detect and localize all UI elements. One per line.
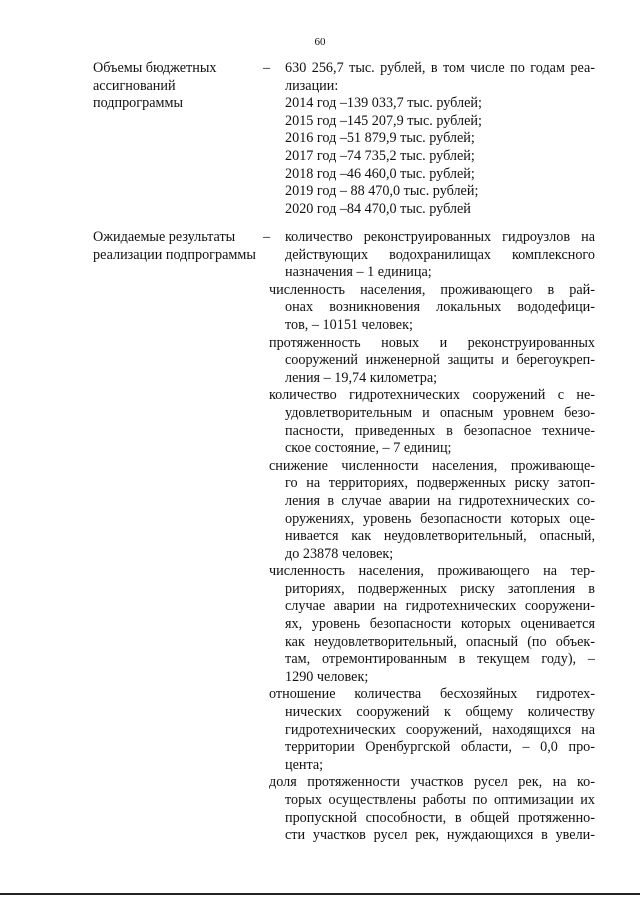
results-text-line: удовлетворительным и опасным уровнем безо-: [285, 404, 595, 421]
results-text-line: ях, уровень безопасности которых оценивается: [285, 616, 595, 633]
budget-content: [285, 60, 595, 218]
results-text-line: нивается как неудовлетворительный, опасный,: [285, 528, 595, 545]
results-dash: –: [263, 229, 271, 245]
results-text-line: там, отремонтированным в текущем году), –: [285, 651, 595, 668]
results-text-line: численность населения, проживающего на тер-: [269, 563, 595, 580]
budget-text-line: 2018 год –46 460,0 тыс. рублей;: [285, 165, 475, 182]
results-text-line: назначения – 1 единица;: [285, 264, 432, 281]
results-text-line: территории Оренбургской области, – 0,0 про-: [285, 739, 595, 756]
results-text-line: доля протяженности участков русел рек, на ко-: [269, 774, 595, 791]
budget-text-line: 2020 год –84 470,0 тыс. рублей: [285, 200, 471, 217]
results-text-line: количество гидротехнических сооружений с не-: [269, 387, 595, 404]
results-content: [269, 229, 595, 845]
results-text-line: сооружений инженерной защиты и берегоукреп-: [285, 352, 595, 369]
results-text-line: отношение количества бесхозяйных гидротех-: [269, 686, 595, 703]
budget-text-line: 2017 год –74 735,2 тыс. рублей;: [285, 147, 475, 164]
budget-text-line: лизации:: [285, 77, 339, 94]
results-text-line: нических сооружений к общему количеству: [285, 704, 595, 721]
results-text-line: цента;: [285, 756, 324, 773]
budget-text-line: 2019 год – 88 470,0 тыс. рублей;: [285, 183, 479, 200]
results-text-line: протяженность новых и реконструированных: [269, 334, 595, 351]
results-text-line: риториях, подверженных риску затопления в: [285, 580, 595, 597]
page-number: 60: [314, 36, 326, 48]
results-text-line: ское состояние, – 7 единиц;: [285, 440, 452, 457]
results-text-line: до 23878 человек;: [285, 545, 394, 562]
results-text-line: пасности, приведенных в безопасное техниче-: [285, 422, 595, 439]
results-text-line: ления – 19,74 километра;: [285, 369, 438, 386]
results-text-line: снижение численности населения, проживающе-: [269, 457, 595, 474]
results-text-line: как неудовлетворительный, опасный (по объек-: [285, 633, 595, 650]
budget-dash: –: [263, 60, 271, 76]
budget-text-line: 2014 год –139 033,7 тыс. рублей;: [285, 95, 482, 112]
results-text-line: онах возникновения локальных вододефици-: [285, 299, 595, 316]
results-text-line: тов, – 10151 человек;: [285, 316, 413, 333]
bottom-rule: [0, 893, 640, 895]
results-text-line: гидротехнических сооружений, находящихся на: [285, 721, 595, 738]
results-text-line: действующих водохранилищах комплексного: [285, 246, 595, 263]
results-text-line: го на территориях, подверженных риску затоп-: [285, 475, 595, 492]
budget-text-line: 2015 год –145 207,9 тыс. рублей;: [285, 112, 482, 129]
results-text-line: оружениях, уровень безопасности которых оце-: [285, 510, 595, 527]
budget-text-line: 630 256,7 тыс. рублей, в том числе по годам реа-: [285, 60, 595, 76]
results-text-line: количество реконструированных гидроузлов на: [285, 229, 595, 245]
results-text-line: торых осуществлены работы по оптимизации их: [285, 792, 595, 808]
results-text-line: сти участков русел рек, нуждающихся в увели-: [285, 827, 595, 844]
results-text-line: пропускной способности, в общей протяженно-: [285, 809, 595, 826]
results-text-line: ления в случае аварии на гидротехнических со-: [285, 492, 595, 509]
budget-label: Объемы бюджетных ассигнований подпрограммы: [93, 60, 217, 111]
results-text-line: случае аварии на гидротехнических сооружени-: [285, 598, 595, 615]
results-text-line: численность населения, проживающего в рай-: [269, 281, 595, 298]
results-text-line: 1290 человек;: [285, 668, 369, 685]
results-label: Ожидаемые результаты реализации подпрограммы: [93, 229, 256, 263]
budget-text-line: 2016 год –51 879,9 тыс. рублей;: [285, 130, 475, 147]
